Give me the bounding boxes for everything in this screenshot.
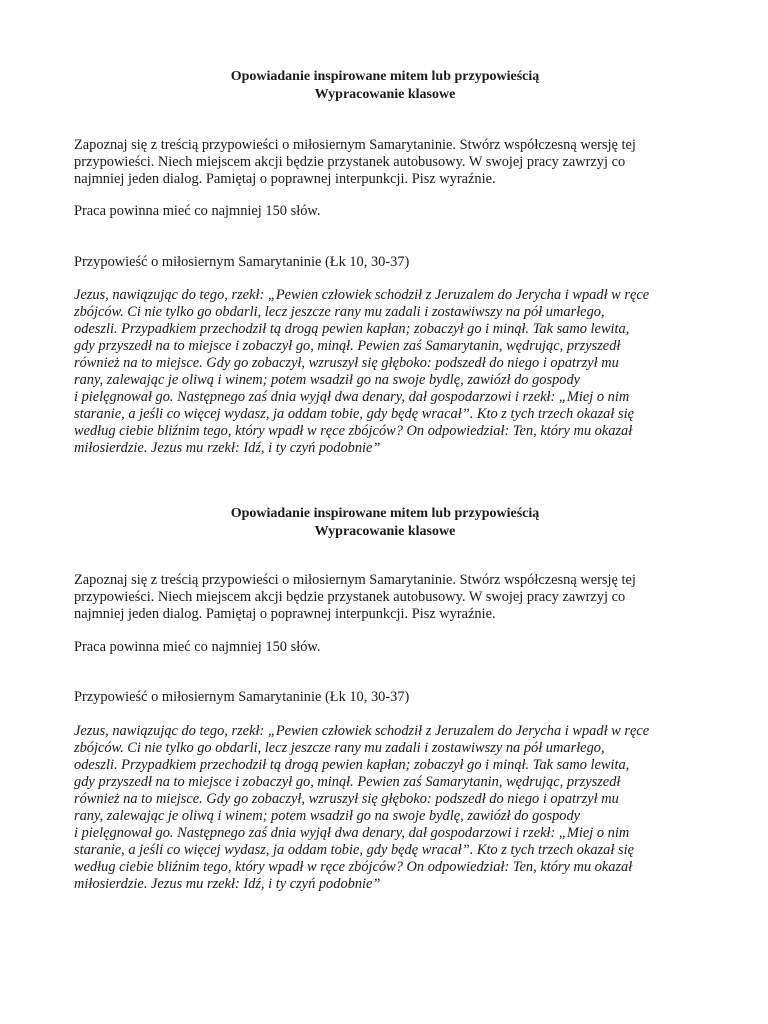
parable-text (74, 723, 696, 893)
parable-line: i pielęgnował go. Następnego zaś dnia wyjął dwa denary, dał gospodarzowi i rzekł: „Miej o nim (74, 825, 630, 841)
instruction-line: przypowieści. Niech miejscem akcji będzie przystanek autobusowy. W swojej pracy zawrzyj co (74, 154, 626, 170)
parable-line: rany, zalewając je oliwą i winem; potem wsadził go na swoje bydlę, zawiózł do gospody (74, 808, 581, 824)
parable-line: staranie, a jeśli co więcej wydasz, ja oddam tobie, gdy będę wracał”. Kto z tych trzech okazał się (74, 406, 634, 422)
instruction-line: najmniej jeden dialog. Pamiętaj o poprawnej interpunkcji. Pisz wyraźnie. (74, 606, 496, 622)
parable-line: Jezus, nawiązując do tego, rzekł: „Pewien człowiek schodził z Jeruzalem do Jerycha i wpadł w ręce (74, 723, 650, 739)
parable-line: zbójców. Ci nie tylko go obdarli, lecz jeszcze rany mu zadali i zostawiwszy na pół umarłego, (74, 304, 605, 320)
parable-line: gdy przyszedł na to miejsce i zobaczył go, minął. Pewien zaś Samarytanin, wędrując, przyszedł (74, 774, 621, 790)
instruction-line: najmniej jeden dialog. Pamiętaj o poprawnej interpunkcji. Pisz wyraźnie. (74, 171, 496, 187)
instruction-line: przypowieści. Niech miejscem akcji będzie przystanek autobusowy. W swojej pracy zawrzyj co (74, 589, 626, 605)
parable-line: według ciebie bliźnim tego, który wpadł w ręce zbójców? On odpowiedział: Ten, który mu okazał (74, 859, 633, 875)
title-line-1: Opowiadanie inspirowane mitem lub przypowieścią (230, 69, 540, 84)
instruction-paragraph (74, 572, 696, 623)
title-line-2: Wypracowanie klasowe (314, 87, 456, 102)
parable-heading-text: Przypowieść o miłosiernym Samarytaninie (Łk 10, 30-37) (74, 254, 410, 270)
word-count-text: Praca powinna mieć co najmniej 150 słów. (74, 203, 321, 219)
parable-line: miłosierdzie. Jezus mu rzekł: Idź, i ty czyń podobnie” (74, 440, 381, 456)
parable-heading-text: Przypowieść o miłosiernym Samarytaninie (Łk 10, 30-37) (74, 689, 410, 705)
parable-line: Jezus, nawiązując do tego, rzekł: „Pewien człowiek schodził z Jeruzalem do Jerycha i wpadł w ręce (74, 287, 650, 303)
document-title (74, 505, 696, 541)
parable-line: rany, zalewając je oliwą i winem; potem wsadził go na swoje bydlę, zawiózł do gospody (74, 372, 581, 388)
parable-line: odeszli. Przypadkiem przechodził tą drogą pewien kapłan; zobaczył go i minął. Tak samo lewita, (74, 321, 630, 337)
parable-line: zbójców. Ci nie tylko go obdarli, lecz jeszcze rany mu zadali i zostawiwszy na pół umarłego, (74, 740, 605, 756)
parable-line: również na to miejsce. Gdy go zobaczył, wzruszył się głęboko: podszedł do niego i opatrzył mu (74, 355, 619, 371)
parable-heading (74, 689, 696, 706)
parable-line: odeszli. Przypadkiem przechodził tą drogą pewien kapłan; zobaczył go i minął. Tak samo lewita, (74, 757, 630, 773)
parable-line: staranie, a jeśli co więcej wydasz, ja oddam tobie, gdy będę wracał”. Kto z tych trzech okazał się (74, 842, 634, 858)
parable-line: i pielęgnował go. Następnego zaś dnia wyjął dwa denary, dał gospodarzowi i rzekł: „Miej o nim (74, 389, 630, 405)
parable-heading (74, 254, 696, 271)
instruction-line: Zapoznaj się z treścią przypowieści o miłosiernym Samarytaninie. Stwórz współczesną wersję tej (74, 572, 636, 588)
parable-line: również na to miejsce. Gdy go zobaczył, wzruszył się głęboko: podszedł do niego i opatrzył mu (74, 791, 619, 807)
instruction-paragraph (74, 137, 696, 188)
word-count-requirement (74, 639, 696, 656)
parable-line: gdy przyszedł na to miejsce i zobaczył go, minął. Pewien zaś Samarytanin, wędrując, przyszedł (74, 338, 621, 354)
word-count-requirement (74, 203, 696, 220)
document-title (74, 68, 696, 104)
instruction-line: Zapoznaj się z treścią przypowieści o miłosiernym Samarytaninie. Stwórz współczesną wersję tej (74, 137, 636, 153)
parable-line: według ciebie bliźnim tego, który wpadł w ręce zbójców? On odpowiedział: Ten, który mu okazał (74, 423, 633, 439)
parable-line: miłosierdzie. Jezus mu rzekł: Idź, i ty czyń podobnie” (74, 876, 381, 892)
word-count-text: Praca powinna mieć co najmniej 150 słów. (74, 639, 321, 655)
title-line-1: Opowiadanie inspirowane mitem lub przypowieścią (230, 506, 540, 521)
title-line-2: Wypracowanie klasowe (314, 524, 456, 539)
parable-text (74, 287, 696, 457)
